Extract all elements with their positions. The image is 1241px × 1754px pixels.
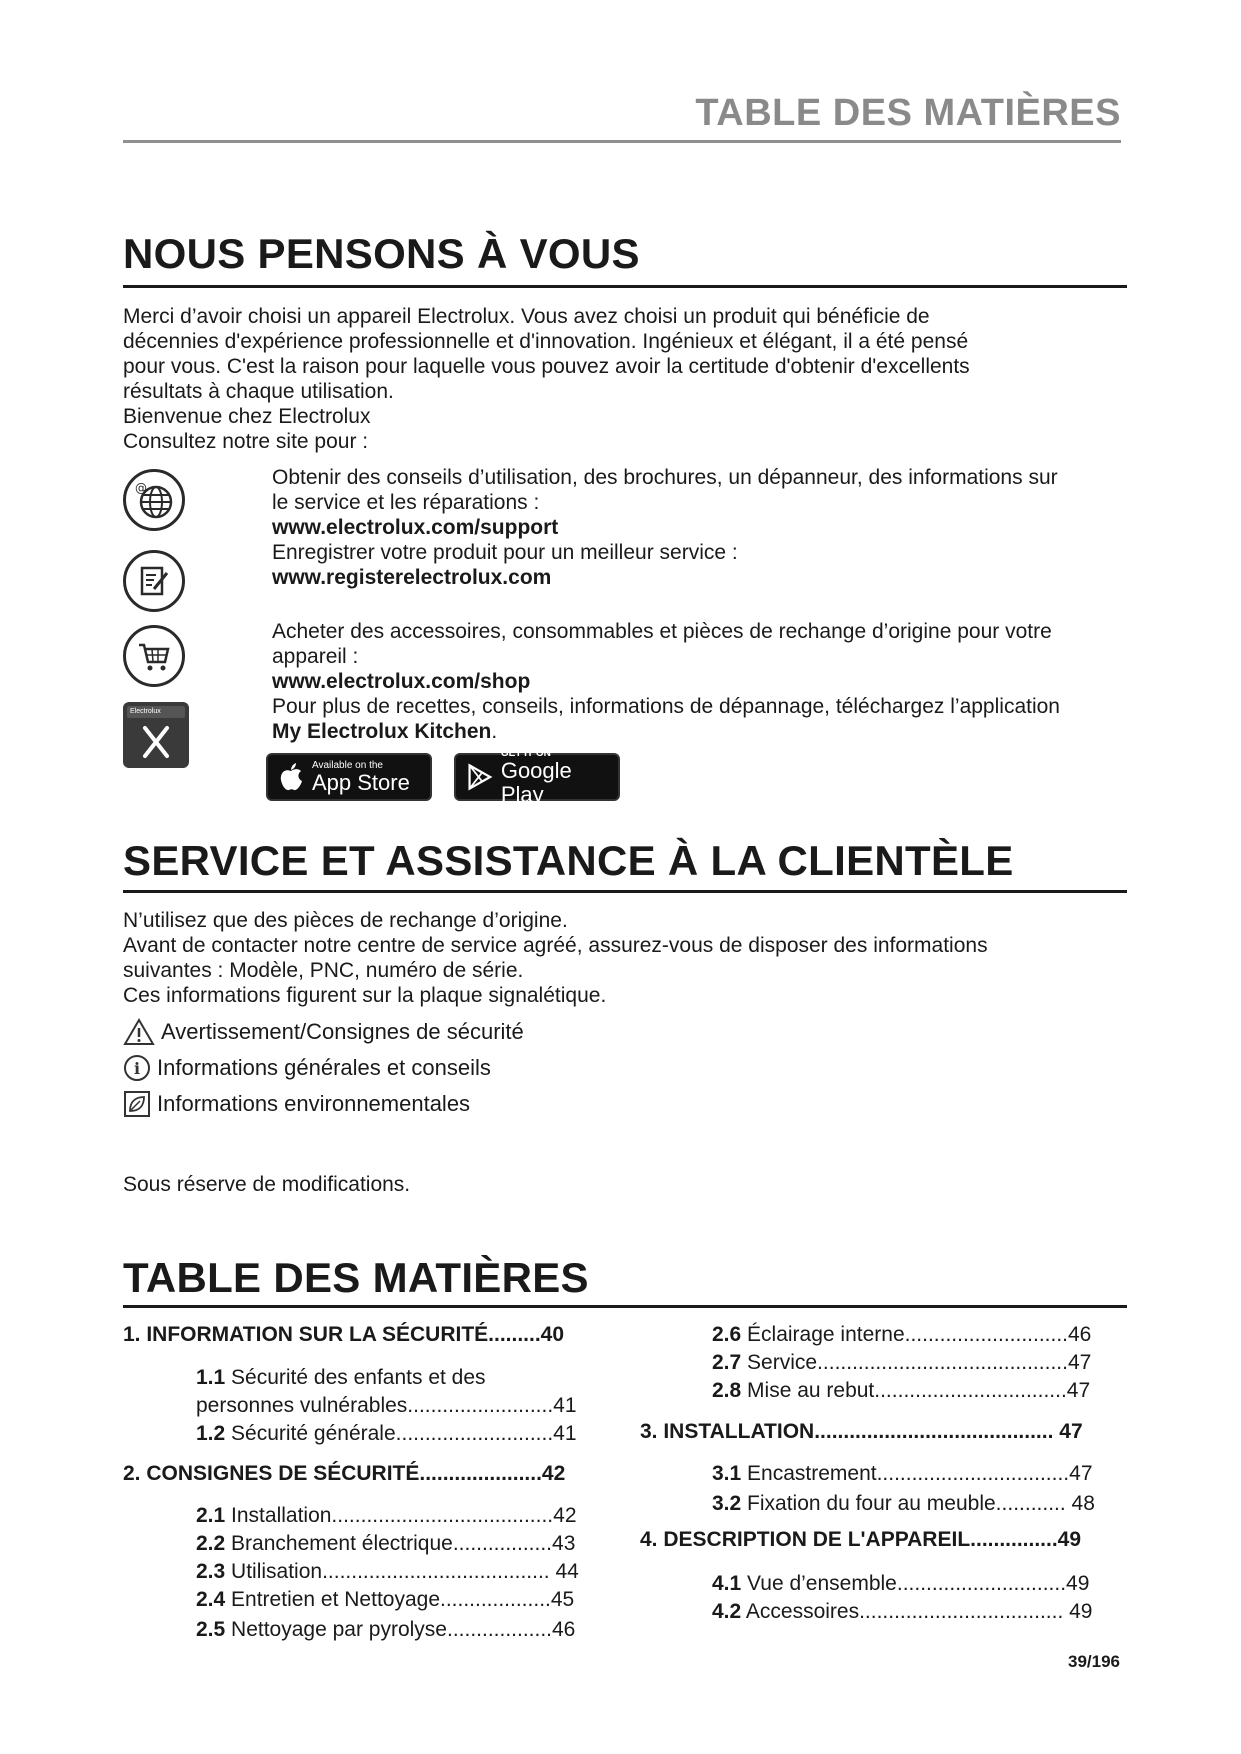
intro-line: Consultez notre site pour : xyxy=(123,430,369,453)
svg-text:i: i xyxy=(133,1059,141,1078)
service-item xyxy=(272,465,1132,590)
service-line: Avant de contacter notre centre de service agréé, assurez-vous de disposer des informations xyxy=(123,934,988,957)
apple-icon xyxy=(278,762,304,792)
register-link[interactable]: www.registerelectrolux.com xyxy=(272,566,552,589)
toc-entry-2-2[interactable]: 2.2 Branchement électrique.................43 xyxy=(196,1532,576,1555)
toc-entry-2-4[interactable]: 2.4 Entretien et Nettoyage...................45 xyxy=(196,1588,575,1611)
service-line: Ces informations figurent sur la plaque signalétique. xyxy=(123,984,607,1007)
warning-icon xyxy=(123,1018,155,1046)
toc-entry-1-2[interactable]: 1.2 Sécurité générale...........................41 xyxy=(196,1422,577,1445)
service-text: le service et les réparations : xyxy=(272,491,540,514)
support-link[interactable]: www.electrolux.com/support xyxy=(272,516,559,539)
shop-link[interactable]: www.electrolux.com/shop xyxy=(272,670,531,693)
toc-entry-4-1[interactable]: 4.1 Vue d’ensemble.............................49 xyxy=(712,1572,1090,1595)
app-icon xyxy=(123,702,189,768)
toc-entry-2-1[interactable]: 2.1 Installation......................................42 xyxy=(196,1504,577,1527)
toc-entry-2-7[interactable]: 2.7 Service...........................................47 xyxy=(712,1351,1092,1374)
legend-label: Informations générales et conseils xyxy=(157,1055,491,1080)
toc-entry-1-1-cont[interactable]: personnes vulnérables.........................41 xyxy=(196,1394,577,1417)
service-line: N’utilisez que des pièces de rechange d’origine. xyxy=(123,909,568,932)
toc-entry-2-8[interactable]: 2.8 Mise au rebut.................................47 xyxy=(712,1379,1091,1402)
toc-entry-1[interactable]: 1. INFORMATION SUR LA SÉCURITÉ.........40 xyxy=(123,1323,565,1346)
section-divider xyxy=(123,890,1127,893)
toc-entry-2-6[interactable]: 2.6 Éclairage interne............................46 xyxy=(712,1323,1092,1346)
modifications-note: Sous réserve de modifications. xyxy=(123,1173,411,1196)
service-text: appareil : xyxy=(272,645,359,668)
section-title-nous-pensons: NOUS PENSONS À VOUS xyxy=(123,230,640,277)
intro-line: décennies d'expérience professionnelle et d'innovation. Ingénieux et élégant, il a été pensé xyxy=(123,330,969,353)
toc-entry-4[interactable]: 4. DESCRIPTION DE L'APPAREIL...............49 xyxy=(640,1528,1082,1551)
toc-entry-2-5[interactable]: 2.5 Nettoyage par pyrolyse..................46 xyxy=(196,1618,576,1641)
legend-label: Avertissement/Consignes de sécurité xyxy=(161,1019,524,1044)
intro-line: pour vous. C'est la raison pour laquelle vous pouvez avoir la certitude d'obtenir d'excellents xyxy=(123,355,970,378)
service-text-block xyxy=(123,908,1123,1008)
intro-line: Bienvenue chez Electrolux xyxy=(123,405,371,428)
toc-entry-2-3[interactable]: 2.3 Utilisation....................................... 44 xyxy=(196,1560,579,1583)
globe-icon xyxy=(123,469,185,531)
service-text: Acheter des accessoires, consommables et pièces de rechange d’origine pour votre xyxy=(272,620,1052,643)
service-item xyxy=(272,619,1132,744)
legend-environment xyxy=(123,1090,470,1118)
intro-line: résultats à chaque utilisation. xyxy=(123,380,394,403)
google-play-big-text: Google Play xyxy=(500,757,572,807)
section-title-service: SERVICE ET ASSISTANCE À LA CLIENTÈLE xyxy=(123,837,1014,884)
legend-info xyxy=(123,1054,491,1082)
register-icon xyxy=(123,550,185,612)
page-number: 39/196 xyxy=(1068,1652,1120,1671)
service-text: Obtenir des conseils d’utilisation, des brochures, un dépanneur, des informations sur xyxy=(272,466,1058,489)
section-divider xyxy=(123,1305,1127,1308)
cart-icon xyxy=(123,625,185,687)
intro-text xyxy=(123,304,1123,454)
google-play-small-text: GET IT ON xyxy=(500,747,551,759)
toc-entry-3[interactable]: 3. INSTALLATION......................................... 47 xyxy=(640,1420,1083,1443)
legend-label: Informations environnementales xyxy=(157,1091,471,1116)
toc-entry-2[interactable]: 2. CONSIGNES DE SÉCURITÉ.....................42 xyxy=(123,1462,566,1485)
toc-entry-3-2[interactable]: 3.2 Fixation du four au meuble............ 48 xyxy=(712,1492,1095,1515)
intro-line: Merci d’avoir choisi un appareil Electrolux. Vous avez choisi un produit qui bénéficie de xyxy=(123,305,930,328)
toc-entry-4-2[interactable]: 4.2 Accessoires................................... 49 xyxy=(712,1600,1093,1623)
info-icon xyxy=(123,1054,151,1082)
app-store-small-text: Available on the xyxy=(312,759,383,771)
svg-text:@: @ xyxy=(135,481,147,495)
header-divider xyxy=(123,140,1121,143)
google-play-badge[interactable] xyxy=(454,747,620,807)
app-store-badge[interactable] xyxy=(266,753,432,801)
app-store-big-text: App Store xyxy=(312,769,410,795)
play-icon xyxy=(466,762,493,792)
legend-warning xyxy=(123,1018,524,1046)
electrolux-logo-label: Electrolux xyxy=(127,706,185,718)
app-name-suffix: . xyxy=(491,720,498,743)
service-text: Enregistrer votre produit pour un meilleur service : xyxy=(272,541,738,564)
toc-title: TABLE DES MATIÈRES xyxy=(123,1254,589,1301)
service-line: suivantes : Modèle, PNC, numéro de série. xyxy=(123,959,524,982)
toc-entry-3-1[interactable]: 3.1 Encastrement.................................47 xyxy=(712,1462,1093,1485)
service-text: Pour plus de recettes, conseils, informations de dépannage, téléchargez l’application xyxy=(272,695,1060,718)
leaf-icon xyxy=(123,1090,151,1118)
section-divider xyxy=(123,285,1127,288)
page-header-title: TABLE DES MATIÈRES xyxy=(695,92,1121,134)
app-name-link[interactable]: My Electrolux Kitchen xyxy=(272,720,492,743)
toc-entry-1-1[interactable]: 1.1 Sécurité des enfants et des xyxy=(196,1366,486,1389)
